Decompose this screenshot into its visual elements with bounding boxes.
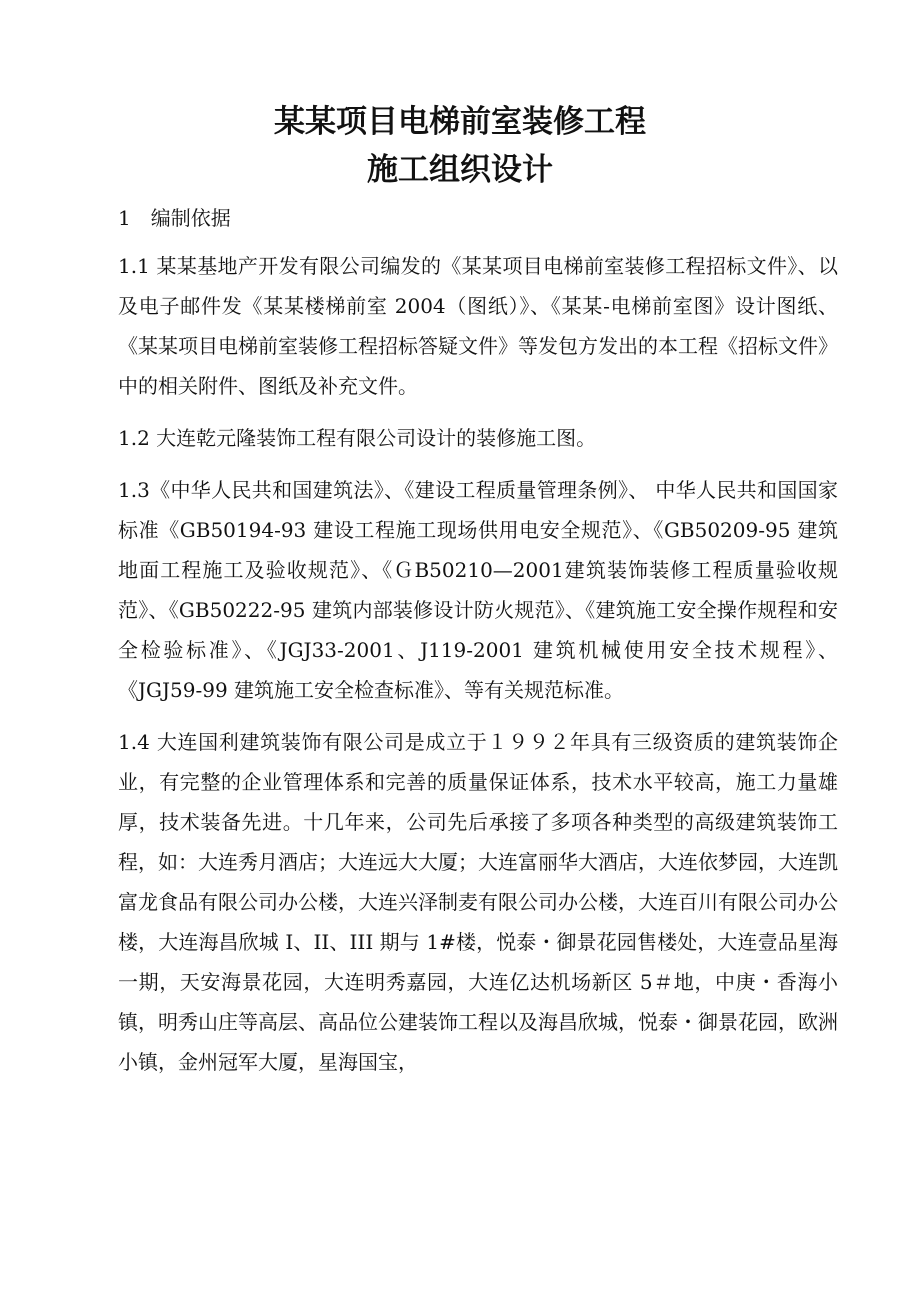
document-subtitle: 施工组织设计	[367, 152, 553, 188]
paragraph-1-2: 1.2 大连乾元隆装饰工程有限公司设计的装修施工图。	[118, 426, 597, 450]
paragraph-1-1: 1.1 某某基地产开发有限公司编发的《某某项目电梯前室装修工程招标文件》、以及电子邮件发《某某楼梯前室 2004（图纸）》、《某某-电梯前室图》设计图纸、《某某项目电梯前室装修工程招标答疑文件》等发包方发出的本工程《招标文件》中的相关附件、图纸及补充文件。	[118, 254, 838, 398]
paragraph-1-3: 1.3《中华人民共和国建筑法》、《建设工程质量管理条例》、 中华人民共和国国家标准《GB50194-93 建设工程施工现场供用电安全规范》、《GB50209-95 建筑地面工程施工及验收规范》、《ＧB50210—2001建筑装饰装修工程质量验收规范》、《GB50222-95 建筑内部装修设计防火规范》、《建筑施工安全操作规程和安全检验标准》、《JGJ33-2001、J119-2001 建筑机械使用安全技术规程》、《JGJ59-99 建筑施工安全检查标准》、等有关规范标准。	[118, 478, 838, 702]
document-body	[118, 198, 838, 1094]
paragraph-1-4: 1.4 大连国利建筑装饰有限公司是成立于１９９２年具有三级资质的建筑装饰企业，有完整的企业管理体系和完善的质量保证体系，技术水平较高，施工力量雄厚，技术装备先进。十几年来，公司先后承接了多项各种类型的高级建筑装饰工程，如：大连秀月酒店；大连远大大厦；大连富丽华大酒店，大连依梦园，大连凯富龙食品有限公司办公楼，大连兴泽制麦有限公司办公楼，大连百川有限公司办公楼，大连海昌欣城 I、II、III 期与 1#楼，悦泰・御景花园售楼处，大连壹品星海一期，天安海景花园，大连明秀嘉园，大连亿达机场新区 5＃地，中庚・香海小镇，明秀山庄等高层、高品位公建装饰工程以及海昌欣城，悦泰・御景花园，欧洲小镇，金州冠军大厦，星海国宝，	[118, 730, 838, 1074]
document-title: 某某项目电梯前室装修工程	[274, 104, 646, 140]
section-heading: 1 编制依据	[118, 206, 231, 230]
